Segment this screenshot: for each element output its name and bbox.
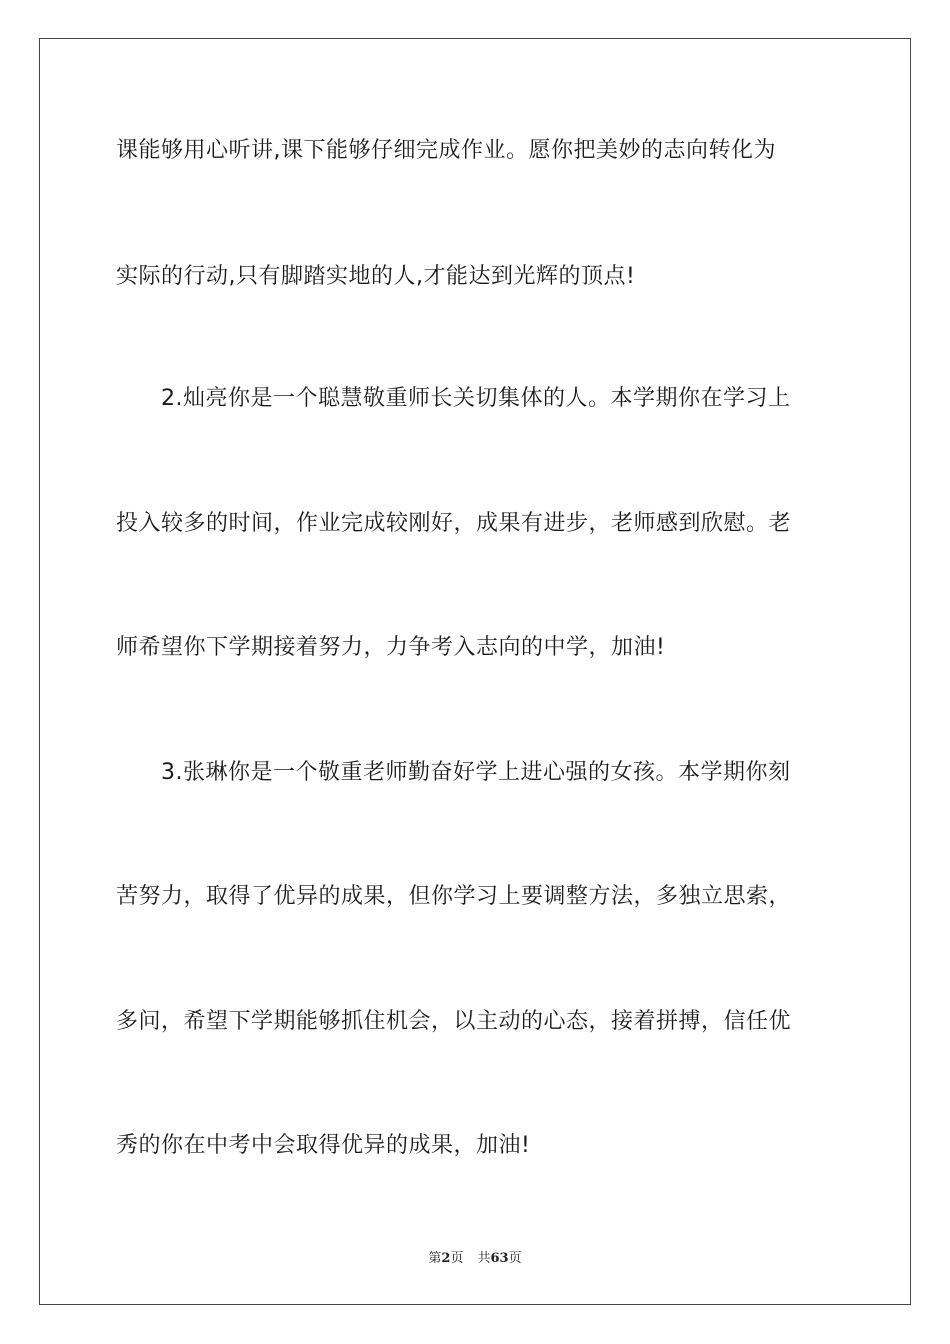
page-footer [0, 1247, 950, 1266]
page-prefix: 第 [428, 1251, 442, 1266]
total-pages: 63 [490, 1251, 509, 1266]
page-number: 2 [441, 1251, 451, 1266]
text-line: 2.灿亮你是一个聪慧敬重师长关切集体的人。本学期你在学习上 [116, 386, 791, 411]
total-prefix: 共 [477, 1251, 491, 1266]
text-line: 投入较多的时间，作业完成较刚好，成果有进步，老师感到欣慰。老 [116, 511, 792, 536]
page-frame [39, 38, 911, 1305]
text-line: 课能够用心听讲,课下能够仔细完成作业。愿你把美妙的志向转化为 [116, 138, 776, 163]
total-suffix: 页 [508, 1251, 522, 1266]
text-line: 苦努力，取得了优异的成果，但你学习上要调整方法，多独立思索， [116, 884, 792, 909]
page-suffix: 页 [450, 1251, 464, 1266]
text-line: 师希望你下学期接着努力，力争考入志向的中学，加油! [116, 635, 666, 660]
text-line: 多问，希望下学期能够抓住机会，以主动的心态，接着拼搏，信任优 [116, 1009, 792, 1034]
text-line: 3.张琳你是一个敬重老师勤奋好学上进心强的女孩。本学期你刻 [116, 760, 791, 785]
text-line: 实际的行动,只有脚踏实地的人,才能达到光辉的顶点! [116, 264, 636, 289]
text-line: 秀的你在中考中会取得优异的成果，加油! [116, 1133, 531, 1158]
